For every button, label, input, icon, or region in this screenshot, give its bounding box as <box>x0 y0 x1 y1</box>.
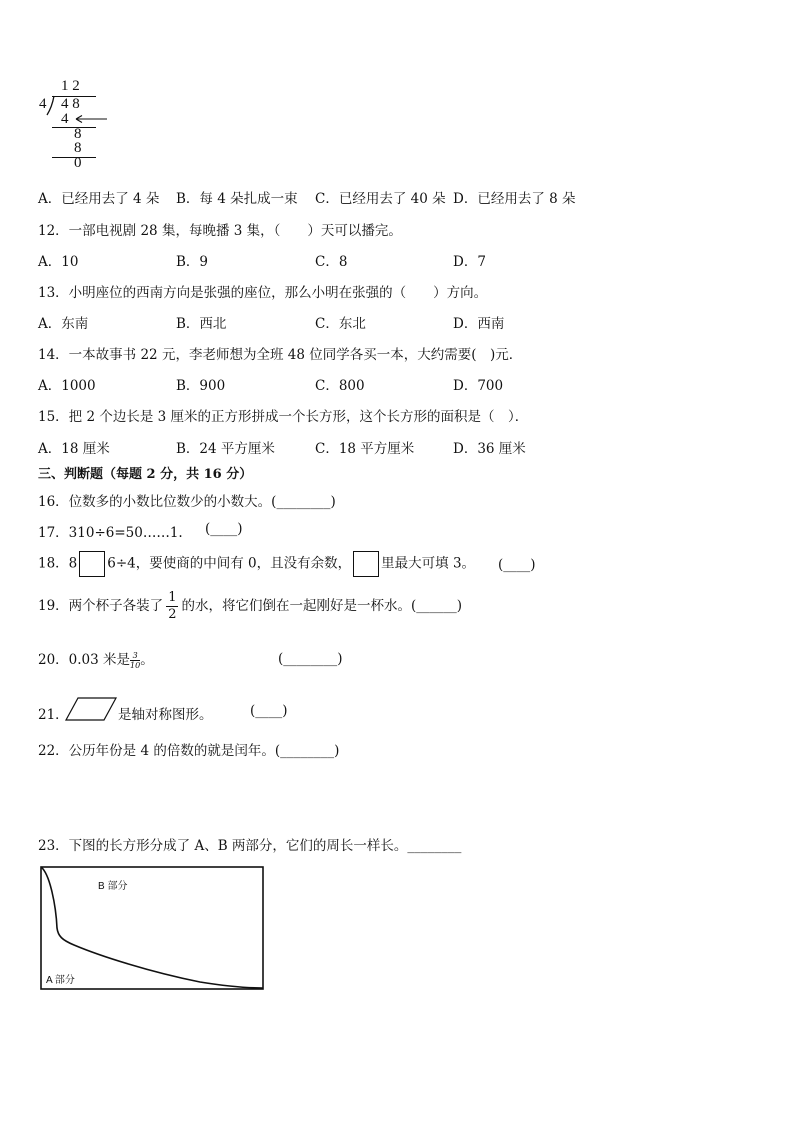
q17-answer-blank[interactable]: (____) <box>205 521 243 537</box>
q19-text-1: 19．两个杯子各装了 <box>38 598 164 614</box>
q16-question[interactable]: 16．位数多的小数比位数少的小数大。(________) <box>38 494 336 510</box>
q11-option-d[interactable]: D．已经用去了 8 朵 <box>453 191 576 207</box>
q14-option-b[interactable]: B．900 <box>176 378 226 394</box>
q15-option-a[interactable]: A．18 厘米 <box>38 441 110 457</box>
q12-option-b[interactable]: B．9 <box>176 254 209 270</box>
parallelogram-shape <box>64 696 118 722</box>
q14-option-a[interactable]: A．1000 <box>38 378 96 394</box>
q18-digit-box-2[interactable] <box>353 551 379 577</box>
q11-option-b[interactable]: B．每 4 朵扎成一束 <box>176 191 298 207</box>
q13-option-a[interactable]: A．东南 <box>38 316 89 332</box>
division-step-2: 8 <box>74 126 82 142</box>
q21-text: 是轴对称图形。 <box>118 707 213 723</box>
section-3-heading: 三、判断题（每题 2 分，共 16 分） <box>38 467 253 482</box>
q18-answer-blank[interactable]: (____) <box>498 557 536 573</box>
q23-question[interactable]: 23．下图的长方形分成了 A、B 两部分，它们的周长一样长。________ <box>38 838 462 854</box>
q18-text-3: 里最大可填 3。 <box>381 555 476 572</box>
q19-text-2[interactable]: 的水，将它们倒在一起刚好是一杯水。(______) <box>181 598 463 614</box>
q13-option-b[interactable]: B．西北 <box>176 316 227 332</box>
q11-option-c[interactable]: C．已经用去了 40 朵 <box>315 191 446 207</box>
q21-answer-blank[interactable]: (____) <box>250 703 288 719</box>
q12-option-c[interactable]: C．8 <box>315 254 348 270</box>
q18-question <box>38 551 475 577</box>
q15-option-d[interactable]: D．36 厘米 <box>453 441 526 457</box>
q17-question: 17．310÷6=50……1. <box>38 525 183 541</box>
q18-text-2: 6÷4，要使商的中间有 0，且没有余数， <box>107 555 352 572</box>
q22-question[interactable]: 22．公历年份是 4 的倍数的就是闰年。(________) <box>38 743 340 759</box>
q15-option-c[interactable]: C．18 平方厘米 <box>315 441 415 457</box>
q14-question: 14．一本故事书 22 元，李老师想为全班 48 位同学各买一本，大约需要( )元． <box>38 347 523 363</box>
q20-fraction-numerator: 3 <box>130 651 140 661</box>
division-remainder: 0 <box>74 155 82 171</box>
q19-fraction <box>166 590 178 623</box>
q20-text-1: 20．0.03 米是 <box>38 652 131 668</box>
q12-option-a[interactable]: A．10 <box>38 254 79 270</box>
division-bracket <box>46 95 56 117</box>
q12-question: 12．一部电视剧 28 集，每晚播 3 集，（ ）天可以播完。 <box>38 223 402 239</box>
division-quotient: 1 2 <box>61 78 80 94</box>
q13-option-d[interactable]: D．西南 <box>453 316 505 332</box>
q19-question <box>38 590 462 623</box>
label-part-b: B 部分 <box>98 881 128 892</box>
q12-option-d[interactable]: D．7 <box>453 254 486 270</box>
division-step-3: 8 <box>74 140 82 156</box>
arrow-left-icon <box>72 114 108 124</box>
q15-option-b[interactable]: B．24 平方厘米 <box>176 441 275 457</box>
q20-fraction-denominator: 10 <box>130 661 141 670</box>
q14-option-d[interactable]: D．700 <box>453 378 504 394</box>
q18-digit-box-1[interactable] <box>79 551 105 577</box>
q20-question <box>38 648 154 670</box>
q20-answer-blank[interactable]: (________) <box>278 651 343 667</box>
division-step-1: 4 <box>61 111 69 127</box>
q15-question: 15．把 2 个边长是 3 厘米的正方形拼成一个长方形，这个长方形的面积是（ ）． <box>38 409 529 425</box>
q11-option-a[interactable]: A．已经用去了 4 朵 <box>38 191 160 207</box>
q19-fraction-denominator: 2 <box>168 607 177 622</box>
q21-number: 21． <box>38 707 69 723</box>
q18-text-1: 18．8 <box>38 555 78 572</box>
label-part-a: A 部分 <box>46 975 75 986</box>
q20-text-2: 。 <box>140 652 154 668</box>
division-divisor: 4 <box>39 96 47 112</box>
q13-option-c[interactable]: C．东北 <box>315 316 366 332</box>
q19-fraction-numerator: 1 <box>168 590 177 605</box>
division-dividend: 4 8 <box>61 96 80 112</box>
q14-option-c[interactable]: C．800 <box>315 378 365 394</box>
q20-fraction <box>130 651 140 670</box>
q23-rectangle-figure <box>40 866 264 990</box>
q13-question: 13．小明座位的西南方向是张强的座位，那么小明在张强的（ ）方向。 <box>38 285 488 301</box>
